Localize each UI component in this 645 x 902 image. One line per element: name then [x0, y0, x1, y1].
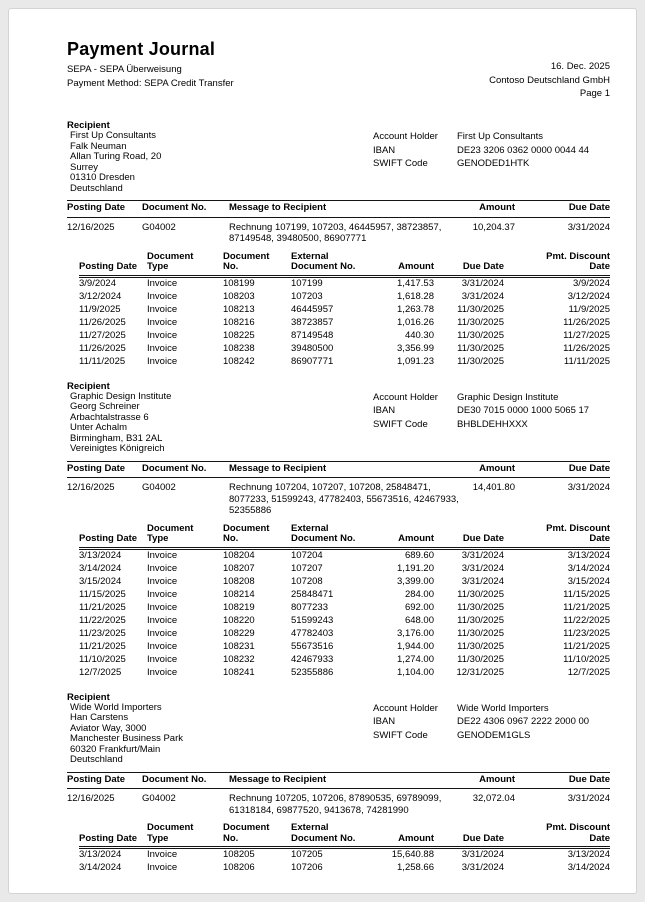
amount-cell: 689.60 — [404, 549, 434, 561]
external-document-no-cell: 107204 — [291, 549, 323, 561]
summary-due-date: 3/31/2024 — [567, 221, 610, 233]
document-type-cell: Invoice — [147, 653, 178, 665]
external-document-no-cell: 39480500 — [291, 342, 334, 354]
recipient-section — [67, 381, 610, 680]
amount-header: Amount — [467, 772, 515, 789]
due-date-cell: 3/31/2024 — [461, 290, 504, 302]
posting-date-cell: 11/10/2025 — [79, 653, 126, 665]
posting-date-cell: 11/21/2025 — [79, 640, 126, 652]
line-document-type-header: Document Type — [147, 250, 223, 277]
line-amount-header: Amount — [381, 821, 434, 848]
summary-row — [67, 478, 610, 519]
document-no-cell: 108207 — [223, 562, 255, 574]
summary-row — [67, 789, 610, 819]
due-date-cell: 3/31/2024 — [461, 862, 504, 873]
external-document-no-cell: 107205 — [291, 849, 323, 860]
recipient-label: Recipient — [67, 380, 110, 392]
iban-label: IBAN — [373, 144, 396, 156]
summary-message: Rechnung 107199, 107203, 46445957, 38723857, 87149548, 39480500, 86907771 — [229, 221, 442, 244]
document-no-cell: 108203 — [223, 290, 255, 302]
address-line: Deutschland — [70, 182, 123, 194]
address-line: Georg Schreiner — [70, 401, 140, 412]
document-no-cell: 108232 — [223, 653, 255, 665]
amount-cell: 3,399.00 — [397, 575, 434, 587]
pmt-discount-date-cell: 3/15/2024 — [567, 575, 610, 587]
address-line: Arbachtalstrasse 6 — [70, 411, 149, 423]
payment-line-row — [79, 589, 610, 602]
swift-row — [373, 729, 589, 743]
external-document-no-cell: 47782403 — [291, 627, 334, 639]
pmt-discount-date-cell: 11/26/2025 — [563, 316, 610, 328]
posting-date-cell: 11/21/2025 — [79, 601, 126, 613]
posting-date-cell: 11/15/2025 — [79, 588, 126, 600]
external-document-no-cell: 87149548 — [291, 329, 334, 341]
pmt-discount-date-cell: 11/15/2025 — [563, 588, 610, 600]
pmt-discount-date-cell: 11/21/2025 — [563, 601, 610, 613]
due-date-cell: 3/31/2024 — [461, 277, 504, 289]
posting-date-cell: 11/11/2025 — [79, 355, 126, 367]
account-holder-value: First Up Consultants — [457, 131, 544, 142]
pmt-discount-date-cell: 11/23/2025 — [563, 627, 610, 639]
document-no-header: Document No. — [142, 461, 229, 478]
document-no-cell: 108208 — [223, 575, 255, 587]
iban-value: DE23 3206 0362 0000 0044 44 — [457, 144, 590, 156]
due-date-cell: 11/30/2025 — [457, 355, 504, 367]
summary-document-no: G04002 — [142, 482, 176, 493]
due-date-header: Due Date — [515, 772, 610, 789]
due-date-cell: 11/30/2025 — [457, 342, 504, 354]
lines-header-row — [79, 522, 610, 549]
document-type-cell: Invoice — [147, 666, 178, 678]
document-type-cell: Invoice — [147, 355, 178, 367]
document-no-cell: 108213 — [223, 303, 255, 315]
account-holder-row — [373, 702, 589, 716]
document-type-cell: Invoice — [147, 342, 178, 354]
posting-date-cell: 3/14/2024 — [79, 562, 122, 574]
document-type-cell: Invoice — [147, 601, 178, 613]
posting-date-cell: 12/7/2025 — [79, 666, 122, 678]
due-date-cell: 3/31/2024 — [461, 549, 504, 561]
payment-line-row — [79, 356, 610, 369]
document-type-cell: Invoice — [147, 329, 178, 341]
posting-date-header: Posting Date — [67, 461, 142, 478]
payment-line-row — [79, 576, 610, 589]
posting-date-header: Posting Date — [67, 201, 142, 218]
line-pmt-discount-header: Pmt. Discount Date — [504, 250, 610, 277]
amount-cell: 440.30 — [404, 329, 434, 341]
swift-label: SWIFT Code — [373, 158, 428, 169]
due-date-cell: 11/30/2025 — [457, 303, 504, 315]
iban-value: DE22 4306 0967 2222 2000 00 — [457, 716, 590, 727]
posting-date-cell: 11/22/2025 — [79, 614, 126, 626]
document-type-cell: Invoice — [147, 640, 178, 652]
document-type-cell: Invoice — [147, 316, 178, 328]
posting-date-header: Posting Date — [67, 772, 142, 789]
recipient-block — [67, 120, 610, 194]
iban-row — [373, 715, 589, 729]
document-type-cell: Invoice — [147, 562, 178, 574]
line-posting-date-header: Posting Date — [79, 250, 147, 277]
external-document-no-cell: 25848471 — [291, 588, 334, 600]
recipient-section — [67, 692, 610, 876]
amount-cell: 1,263.78 — [397, 303, 434, 315]
account-holder-row — [373, 130, 589, 144]
document-no-cell: 108204 — [223, 549, 255, 561]
payment-line-row — [79, 641, 610, 654]
posting-date-cell: 11/26/2025 — [79, 342, 126, 354]
due-date-cell: 11/30/2025 — [457, 640, 504, 652]
document-no-header: Document No. — [142, 772, 229, 789]
external-document-no-cell: 8077233 — [291, 601, 328, 613]
posting-date-cell: 11/9/2025 — [79, 303, 121, 315]
external-document-no-cell: 107207 — [291, 562, 323, 574]
summary-message: Rechnung 107205, 107206, 87890535, 69789099, 61318184, 69877520, 9413678, 74281990 — [229, 793, 442, 816]
amount-cell: 1,258.66 — [397, 862, 434, 873]
document-no-cell: 108220 — [223, 614, 255, 626]
amount-header: Amount — [467, 201, 515, 218]
address-line: Unter Achalm — [70, 422, 128, 433]
summary-header-row — [67, 201, 610, 218]
address-line: Falk Neuman — [70, 140, 127, 152]
posting-date-cell: 3/12/2024 — [79, 290, 122, 302]
iban-label: IBAN — [373, 405, 396, 416]
amount-cell: 1,191.20 — [397, 562, 434, 574]
due-date-cell: 3/31/2024 — [461, 575, 504, 587]
line-external-no-header: External Document No. — [291, 821, 381, 848]
payment-line-row — [79, 343, 610, 356]
payment-line-row — [79, 628, 610, 641]
message-header: Message to Recipient — [229, 772, 467, 789]
document-type-cell: Invoice — [147, 588, 178, 600]
journal-batch-line: SEPA - SEPA Überweisung — [67, 64, 182, 75]
due-date-cell: 11/30/2025 — [457, 316, 504, 328]
recipient-block — [67, 381, 610, 455]
payment-line-row — [79, 848, 610, 863]
payment-line-row — [79, 330, 610, 343]
recipient-label: Recipient — [67, 120, 110, 131]
payment-line-row — [79, 667, 610, 680]
external-document-no-cell: 52355886 — [291, 666, 334, 678]
document-type-cell: Invoice — [147, 549, 178, 561]
address-line: Vereinigtes Königreich — [70, 443, 165, 454]
posting-date-cell: 3/14/2024 — [79, 862, 122, 873]
summary-amount: 10,204.37 — [472, 221, 515, 233]
pmt-discount-date-cell: 3/14/2024 — [567, 562, 610, 574]
address-line: Birmingham, B31 2AL — [70, 432, 163, 444]
address-line: Aviator Way, 3000 — [70, 722, 147, 734]
recipient-section — [67, 120, 610, 369]
summary-posting-date: 12/16/2025 — [67, 793, 115, 804]
address-line: 01310 Dresden — [70, 172, 135, 183]
document-no-header: Document No. — [142, 201, 229, 218]
page-number: Page 1 — [579, 88, 610, 99]
posting-date-cell: 3/15/2024 — [79, 575, 122, 587]
due-date-cell: 11/30/2025 — [457, 329, 504, 341]
external-document-no-cell: 46445957 — [291, 303, 334, 315]
payment-line-row — [79, 548, 610, 563]
swift-row — [373, 418, 589, 432]
document-no-cell: 108219 — [223, 601, 255, 613]
line-external-no-header: External Document No. — [291, 250, 381, 277]
line-document-type-header: Document Type — [147, 522, 223, 549]
pmt-discount-date-cell: 12/7/2025 — [567, 666, 610, 678]
document-no-cell: 108241 — [223, 666, 255, 678]
summary-row — [67, 217, 610, 247]
bank-details — [373, 391, 589, 432]
swift-value: BHBLDEHHXXX — [457, 418, 528, 430]
pmt-discount-date-cell: 11/10/2025 — [563, 653, 610, 665]
pmt-discount-date-cell: 11/26/2025 — [563, 342, 610, 354]
report-title: Payment Journal — [67, 39, 216, 59]
document-type-cell: Invoice — [147, 614, 178, 626]
line-document-no-header: Document No. — [223, 522, 291, 549]
amount-cell: 648.00 — [404, 614, 434, 626]
address-line: Allan Turing Road, 20 — [70, 151, 162, 162]
iban-row — [373, 404, 589, 418]
pmt-discount-date-cell: 3/12/2024 — [567, 290, 610, 302]
recipient-label: Recipient — [67, 691, 110, 703]
external-document-no-cell: 107203 — [291, 290, 323, 302]
due-date-header: Due Date — [515, 201, 610, 218]
payment-line-row — [79, 304, 610, 317]
amount-header: Amount — [467, 461, 515, 478]
payment-line-row — [79, 862, 610, 875]
external-document-no-cell: 107199 — [291, 277, 323, 289]
posting-date-cell: 3/9/2024 — [79, 277, 116, 289]
pmt-discount-date-cell: 3/13/2024 — [567, 849, 610, 860]
account-holder-value: Wide World Importers — [457, 702, 549, 714]
sections — [67, 120, 610, 875]
document-type-cell: Invoice — [147, 303, 178, 315]
line-document-no-header: Document No. — [223, 821, 291, 848]
account-holder-label: Account Holder — [373, 391, 438, 403]
summary-due-date: 3/31/2024 — [567, 793, 610, 804]
pmt-discount-date-cell: 3/14/2024 — [567, 862, 610, 873]
posting-date-cell: 11/26/2025 — [79, 316, 126, 328]
iban-label: IBAN — [373, 716, 396, 727]
iban-row — [373, 144, 589, 158]
external-document-no-cell: 107206 — [291, 862, 323, 873]
document-no-cell: 108231 — [223, 640, 255, 652]
pmt-discount-date-cell: 11/21/2025 — [563, 640, 610, 652]
summary-document-no: G04002 — [142, 221, 176, 233]
line-due-date-header: Due Date — [434, 522, 504, 549]
company-name: Contoso Deutschland GmbH — [489, 74, 610, 86]
report-page — [8, 8, 637, 894]
document-no-cell: 108206 — [223, 862, 255, 873]
line-external-no-header: External Document No. — [291, 522, 381, 549]
payment-lines-table — [79, 821, 610, 875]
payment-line-row — [79, 654, 610, 667]
payment-line-row — [79, 317, 610, 330]
address-line: Graphic Design Institute — [70, 390, 172, 402]
swift-label: SWIFT Code — [373, 729, 428, 741]
message-header: Message to Recipient — [229, 201, 467, 218]
address-line: Surrey — [70, 161, 98, 173]
external-document-no-cell: 107208 — [291, 575, 323, 587]
report-date: 16. Dec. 2025 — [550, 61, 610, 72]
pmt-discount-date-cell: 11/22/2025 — [563, 614, 610, 626]
recipient-block — [67, 692, 610, 766]
amount-cell: 1,274.00 — [397, 653, 434, 665]
summary-posting-date: 12/16/2025 — [67, 482, 115, 493]
due-date-cell: 11/30/2025 — [457, 614, 504, 626]
bank-details — [373, 130, 589, 171]
address-line: 60320 Frankfurt/Main — [70, 743, 161, 755]
document-no-cell: 108214 — [223, 588, 255, 600]
amount-cell: 1,618.28 — [397, 290, 434, 302]
document-type-cell: Invoice — [147, 627, 178, 639]
line-due-date-header: Due Date — [434, 250, 504, 277]
amount-cell: 1,104.00 — [397, 666, 434, 678]
bank-details — [373, 702, 589, 743]
payment-lines-table — [79, 522, 610, 680]
payment-method-line: Payment Method: SEPA Credit Transfer — [67, 77, 234, 89]
posting-date-cell: 3/13/2024 — [79, 849, 122, 860]
message-header: Message to Recipient — [229, 461, 467, 478]
address-line: Deutschland — [70, 754, 123, 765]
line-document-no-header: Document No. — [223, 250, 291, 277]
payment-line-row — [79, 602, 610, 615]
document-no-cell: 108225 — [223, 329, 255, 341]
payment-line-row — [79, 563, 610, 576]
pmt-discount-date-cell: 11/9/2025 — [568, 303, 610, 315]
document-type-cell: Invoice — [147, 277, 178, 289]
document-no-cell: 108229 — [223, 627, 255, 639]
amount-cell: 284.00 — [404, 588, 434, 600]
line-amount-header: Amount — [381, 522, 434, 549]
swift-value: GENODED1HTK — [457, 158, 530, 169]
document-type-cell: Invoice — [147, 290, 178, 302]
summary-amount: 14,401.80 — [472, 482, 515, 493]
line-pmt-discount-header: Pmt. Discount Date — [504, 522, 610, 549]
report-header — [67, 39, 610, 99]
swift-value: GENODEM1GLS — [457, 729, 531, 741]
summary-amount: 32,072.04 — [472, 793, 515, 804]
due-date-cell: 11/30/2025 — [457, 653, 504, 665]
swift-label: SWIFT Code — [373, 418, 428, 430]
summary-message: Rechnung 107204, 107207, 107208, 25848471, 8077233, 51599243, 47782403, 55673516, 42467933, 52355886 — [229, 482, 459, 516]
pmt-discount-date-cell: 11/11/2025 — [563, 355, 610, 367]
payment-summary-table — [67, 461, 610, 519]
iban-value: DE30 7015 0000 1000 5065 17 — [457, 405, 590, 416]
line-amount-header: Amount — [381, 250, 434, 277]
account-holder-label: Account Holder — [373, 702, 438, 714]
line-pmt-discount-header: Pmt. Discount Date — [504, 821, 610, 848]
payment-line-row — [79, 276, 610, 291]
account-holder-row — [373, 391, 589, 405]
payment-summary-table — [67, 200, 610, 247]
summary-due-date: 3/31/2024 — [567, 482, 610, 493]
amount-cell: 1,944.00 — [397, 640, 434, 652]
due-date-header: Due Date — [515, 461, 610, 478]
account-holder-value: Graphic Design Institute — [457, 391, 559, 403]
payment-lines-table — [79, 250, 610, 369]
payment-line-row — [79, 291, 610, 304]
document-type-cell: Invoice — [147, 849, 178, 860]
pmt-discount-date-cell: 3/9/2024 — [573, 277, 610, 289]
account-holder-label: Account Holder — [373, 131, 438, 142]
external-document-no-cell: 51599243 — [291, 614, 334, 626]
due-date-cell: 11/30/2025 — [457, 627, 504, 639]
amount-cell: 692.00 — [404, 601, 434, 613]
pmt-discount-date-cell: 3/13/2024 — [567, 549, 610, 561]
due-date-cell: 3/31/2024 — [461, 849, 504, 860]
line-due-date-header: Due Date — [434, 821, 504, 848]
external-document-no-cell: 42467933 — [291, 653, 334, 665]
summary-header-row — [67, 772, 610, 789]
due-date-cell: 11/30/2025 — [457, 601, 504, 613]
pmt-discount-date-cell: 11/27/2025 — [563, 329, 610, 341]
due-date-cell: 12/31/2025 — [456, 666, 504, 678]
lines-header-row — [79, 250, 610, 277]
amount-cell: 1,016.26 — [397, 316, 434, 328]
report-meta — [489, 60, 610, 101]
amount-cell: 1,091.23 — [397, 355, 434, 367]
payment-summary-table — [67, 772, 610, 819]
document-type-cell: Invoice — [147, 575, 178, 587]
lines-header-row — [79, 821, 610, 848]
amount-cell: 3,176.00 — [397, 627, 434, 639]
external-document-no-cell: 38723857 — [291, 316, 334, 328]
amount-cell: 15,640.88 — [391, 849, 434, 860]
document-no-cell: 108238 — [223, 342, 255, 354]
line-posting-date-header: Posting Date — [79, 522, 147, 549]
summary-header-row — [67, 461, 610, 478]
summary-document-no: G04002 — [142, 793, 176, 804]
address-line: Manchester Business Park — [70, 733, 183, 744]
document-no-cell: 108199 — [223, 277, 255, 289]
document-no-cell: 108205 — [223, 849, 255, 860]
posting-date-cell: 11/23/2025 — [79, 627, 126, 639]
due-date-cell: 11/30/2025 — [457, 588, 504, 600]
line-document-type-header: Document Type — [147, 821, 223, 848]
summary-posting-date: 12/16/2025 — [67, 221, 115, 233]
document-no-cell: 108242 — [223, 355, 255, 367]
document-type-cell: Invoice — [147, 862, 178, 873]
external-document-no-cell: 86907771 — [291, 355, 334, 367]
address-line: Wide World Importers — [70, 701, 162, 713]
address-line: Han Carstens — [70, 712, 129, 723]
external-document-no-cell: 55673516 — [291, 640, 334, 652]
amount-cell: 3,356.99 — [397, 342, 434, 354]
line-posting-date-header: Posting Date — [79, 821, 147, 848]
swift-row — [373, 157, 589, 171]
posting-date-cell: 3/13/2024 — [79, 549, 122, 561]
address-line: First Up Consultants — [70, 130, 157, 141]
payment-line-row — [79, 615, 610, 628]
due-date-cell: 3/31/2024 — [461, 562, 504, 574]
amount-cell: 1,417.53 — [397, 277, 434, 289]
document-no-cell: 108216 — [223, 316, 255, 328]
posting-date-cell: 11/27/2025 — [79, 329, 126, 341]
